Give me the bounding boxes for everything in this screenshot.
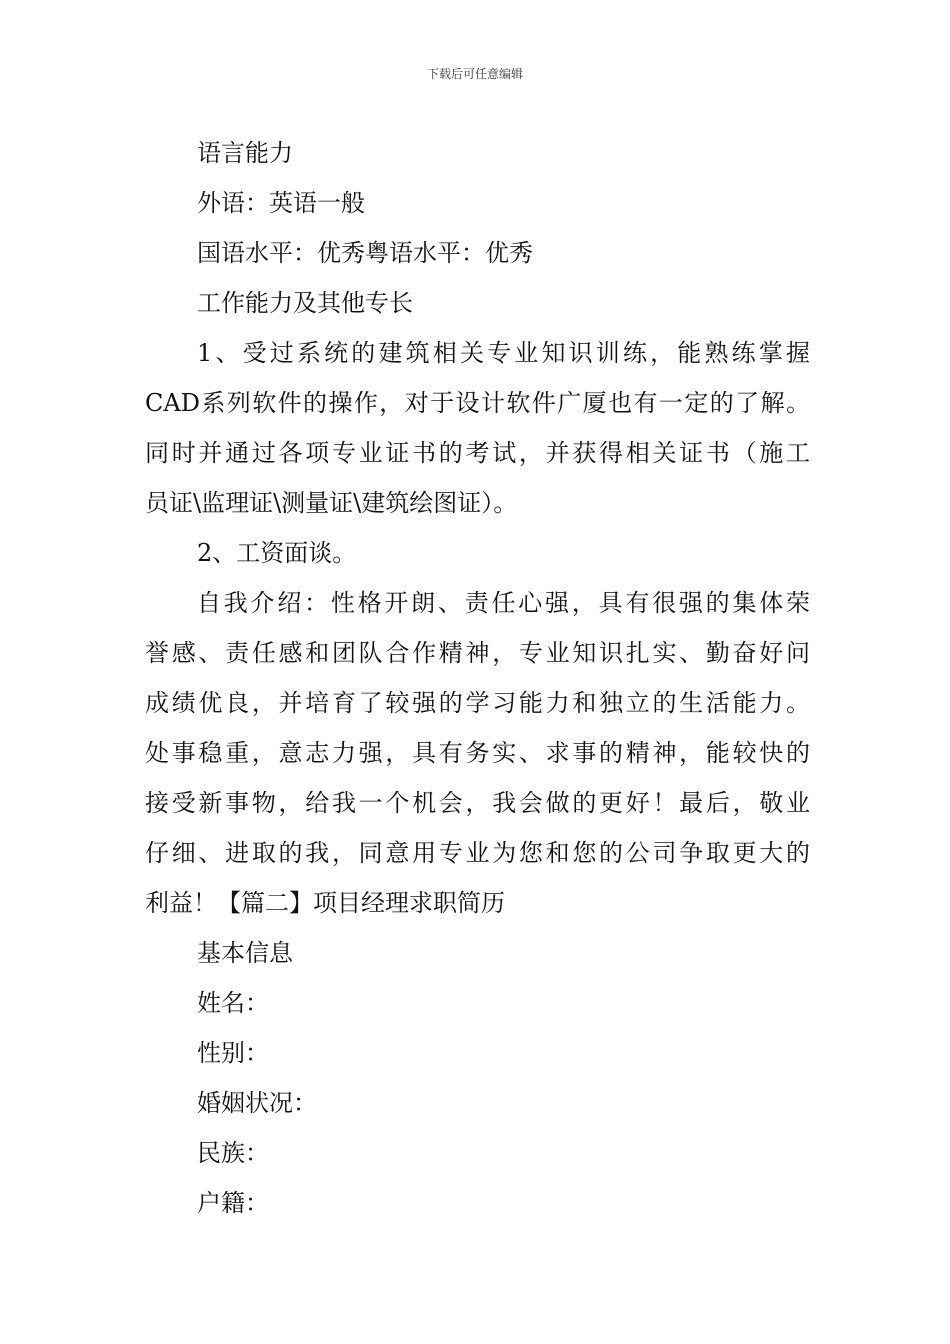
field-label-household-registration: 户籍： (197, 1189, 269, 1217)
field-label-name: 姓名： (197, 989, 269, 1017)
field-label-marital-status: 婚姻状况： (197, 1089, 317, 1117)
field-label-ethnicity: 民族： (197, 1139, 269, 1167)
text-line: 外语：英语一般 (197, 189, 365, 217)
section-heading-basic-info: 基本信息 (197, 939, 293, 967)
section-heading-language: 语言能力 (197, 139, 293, 167)
field-label-gender: 性别： (197, 1039, 269, 1067)
text-line: 仔细、进取的我，同意用专业为您和您的公司争取更大的 (145, 839, 810, 867)
text-line: 利益！【篇二】项目经理求职简历 (145, 889, 505, 917)
text-line: 国语水平：优秀粤语水平：优秀 (197, 239, 533, 267)
section-heading-work-ability: 工作能力及其他专长 (197, 289, 413, 317)
text-line: 誉感、责任感和团队合作精神，专业知识扎实、勤奋好问 (145, 639, 810, 667)
text-line: 2、工资面谈。 (197, 539, 357, 567)
text-line: 1、受过系统的建筑相关专业知识训练，能熟练掌握 (197, 339, 810, 367)
page-header: 下载后可任意编辑 (426, 67, 523, 81)
text-line: 接受新事物，给我一个机会，我会做的更好！最后，敬业 (145, 789, 810, 817)
text-line: 同时并通过各项专业证书的考试，并获得相关证书（施工 (145, 439, 810, 467)
text-line: 成绩优良，并培育了较强的学习能力和独立的生活能力。 (145, 689, 810, 717)
text-line: 处事稳重，意志力强，具有务实、求事的精神，能较快的 (145, 739, 810, 767)
document-body (145, 128, 810, 1228)
text-line: 自我介绍：性格开朗、责任心强，具有很强的集体荣 (197, 589, 810, 617)
text-line: CAD系列软件的操作，对于设计软件广厦也有一定的了解。 (145, 389, 810, 417)
text-line: 员证\监理证\测量证\建筑绘图证）。 (145, 489, 518, 517)
